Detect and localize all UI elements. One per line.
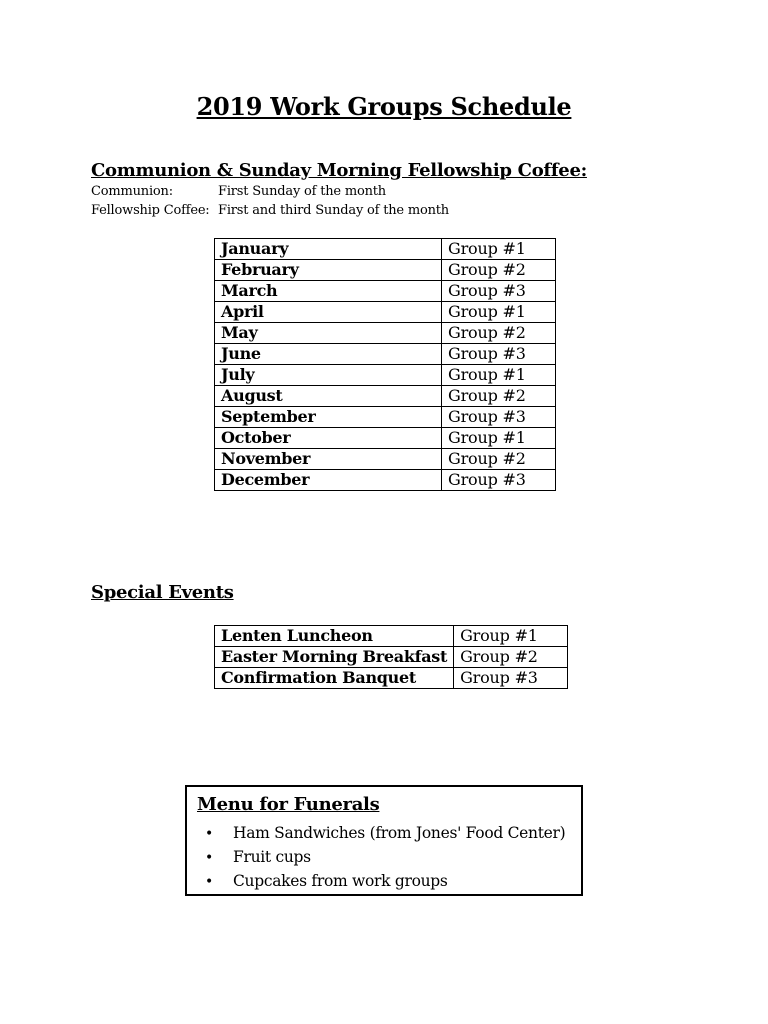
table-row	[215, 428, 556, 449]
communion-info-value: First Sunday of the month	[218, 184, 386, 199]
group-cell: Group #1	[442, 428, 556, 449]
group-cell: Group #2	[442, 449, 556, 470]
table-row	[215, 344, 556, 365]
group-cell: Group #3	[454, 668, 568, 689]
event-cell: Lenten Luncheon	[215, 626, 454, 647]
month-cell: January	[215, 239, 442, 260]
month-cell: June	[215, 344, 442, 365]
month-cell: April	[215, 302, 442, 323]
group-cell: Group #1	[442, 365, 556, 386]
special-events-table	[214, 625, 568, 689]
table-row	[215, 323, 556, 344]
month-cell: February	[215, 260, 442, 281]
fellowship-info-row	[91, 203, 449, 218]
special-events-heading: Special Events	[91, 582, 234, 603]
table-row	[215, 647, 568, 668]
table-row	[215, 302, 556, 323]
communion-info-row	[91, 184, 386, 199]
group-cell: Group #1	[442, 302, 556, 323]
month-cell: August	[215, 386, 442, 407]
list-item-text: Cupcakes from work groups	[233, 872, 448, 890]
list-item	[205, 821, 565, 845]
table-row	[215, 626, 568, 647]
month-cell: September	[215, 407, 442, 428]
fellowship-info-label: Fellowship Coffee:	[91, 203, 210, 218]
table-row	[215, 386, 556, 407]
communion-info-label: Communion:	[91, 184, 173, 199]
table-row	[215, 239, 556, 260]
communion-section-heading: Communion & Sunday Morning Fellowship Coffee:	[91, 160, 587, 181]
month-cell: December	[215, 470, 442, 491]
list-item-text: Fruit cups	[233, 848, 311, 866]
list-item-text: Ham Sandwiches (from Jones' Food Center)	[233, 824, 566, 842]
table-row	[215, 260, 556, 281]
list-item	[205, 845, 565, 869]
month-cell: July	[215, 365, 442, 386]
month-cell: November	[215, 449, 442, 470]
table-row	[215, 668, 568, 689]
group-cell: Group #3	[442, 470, 556, 491]
group-cell: Group #2	[442, 323, 556, 344]
table-row	[215, 365, 556, 386]
table-row	[215, 470, 556, 491]
monthly-schedule-table	[214, 238, 556, 491]
group-cell: Group #1	[454, 626, 568, 647]
group-cell: Group #3	[442, 407, 556, 428]
month-cell: May	[215, 323, 442, 344]
group-cell: Group #2	[442, 260, 556, 281]
month-cell: March	[215, 281, 442, 302]
bullet-icon: •	[205, 874, 213, 890]
group-cell: Group #1	[442, 239, 556, 260]
bullet-icon: •	[205, 826, 213, 842]
group-cell: Group #2	[454, 647, 568, 668]
event-cell: Easter Morning Breakfast	[215, 647, 454, 668]
table-row	[215, 281, 556, 302]
month-cell: October	[215, 428, 442, 449]
group-cell: Group #3	[442, 281, 556, 302]
fellowship-info-value: First and third Sunday of the month	[218, 203, 449, 218]
list-item	[205, 869, 565, 893]
group-cell: Group #3	[442, 344, 556, 365]
table-row	[215, 449, 556, 470]
page-title: 2019 Work Groups Schedule	[196, 92, 572, 121]
table-row	[215, 407, 556, 428]
funeral-menu-list	[205, 821, 565, 893]
bullet-icon: •	[205, 850, 213, 866]
funeral-menu-box	[185, 785, 583, 896]
group-cell: Group #2	[442, 386, 556, 407]
funeral-menu-title: Menu for Funerals	[197, 794, 380, 815]
event-cell: Confirmation Banquet	[215, 668, 454, 689]
